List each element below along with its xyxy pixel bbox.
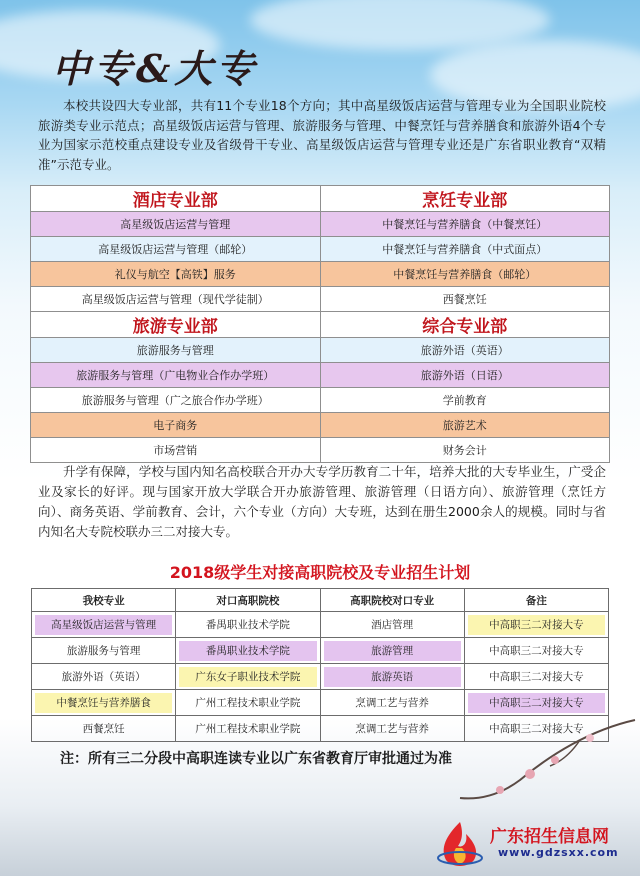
plan-cell: 中高职三二对接大专	[489, 644, 584, 657]
plan-cell: 酒店管理	[371, 618, 414, 631]
dept-item: 中餐烹饪与营养膳食（邮轮）	[320, 262, 610, 287]
plan-cell: 烹调工艺与营养	[355, 722, 429, 735]
logo-url: www.gdzsxx.com	[498, 846, 619, 859]
dept-item: 市场营销	[31, 438, 321, 463]
plan-header: 我校专业	[32, 589, 176, 612]
dept-item: 电子商务	[31, 413, 321, 438]
dept-item: 旅游艺术	[320, 413, 610, 438]
dept-item: 旅游外语（日语）	[320, 363, 610, 388]
plan-cell: 中高职三二对接大专	[468, 615, 605, 635]
plan-cell: 高星级饭店运营与管理	[35, 615, 172, 635]
site-logo[interactable]	[432, 818, 622, 868]
dept-item: 高星级饭店运营与管理（邮轮）	[31, 237, 321, 262]
dept-item: 学前教育	[320, 388, 610, 413]
dept-item: 旅游服务与管理（广之旅合作办学班）	[31, 388, 321, 413]
dept-item: 财务会计	[320, 438, 610, 463]
logo-name: 广东招生信息网	[490, 827, 609, 847]
dept-item: 中餐烹饪与营养膳食（中式面点）	[320, 237, 610, 262]
plan-cell: 中高职三二对接大专	[489, 722, 584, 735]
admission-paragraph: 升学有保障，学校与国内知名高校联合开办大专学历教育二十年，培养大批的大专毕业生，广受企业及家长的好评。现与国家开放大学联合开办旅游管理、旅游管理（日语方向）、旅游管理（烹饪方向）、商务英语、学前教育、会计，六个专业（方向）大专班，达到在册生2000余人的规模。同时与省内知名大专院校联办三二对接大专。	[38, 464, 606, 539]
dept-title-general: 综合专业部	[320, 312, 610, 338]
intro-paragraph: 本校共设四大专业部，共有11个专业18个方向；其中高星级饭店运营与管理专业为全国职业院校旅游类专业示范点；高星级饭店运营与管理、旅游服务与管理、中餐烹饪与营养膳食和旅游外语4个专业为国家示范校重点建设专业及省级骨干专业、高星级饭店运营与管理专业还是广东省职业教育“双精准”示范专业。	[38, 98, 606, 172]
table-row	[32, 664, 609, 690]
dept-item: 西餐烹饪	[320, 287, 610, 312]
dept-item: 礼仪与航空【高铁】服务	[31, 262, 321, 287]
plan-header: 备注	[464, 589, 608, 612]
plan-cell: 中高职三二对接大专	[489, 670, 584, 683]
dept-item: 高星级饭店运营与管理	[31, 212, 321, 237]
plan-title: 2018级学生对接高职院校及专业招生计划	[169, 563, 471, 582]
plum-branch-icon	[380, 700, 640, 820]
plan-cell: 广州工程技术职业学院	[195, 696, 301, 709]
flame-logo-icon	[432, 818, 488, 868]
page-title: 中专&大专	[52, 46, 259, 91]
dept-item: 高星级饭店运营与管理（现代学徒制）	[31, 287, 321, 312]
plan-cell: 中餐烹饪与营养膳食	[35, 693, 172, 713]
dept-item: 旅游服务与管理（广电物业合作办学班）	[31, 363, 321, 388]
departments-table	[30, 185, 610, 463]
dept-item: 旅游服务与管理	[31, 338, 321, 363]
plan-cell: 旅游英语	[324, 667, 461, 687]
plan-cell: 旅游管理	[324, 641, 461, 661]
plan-cell: 中高职三二对接大专	[468, 693, 605, 713]
dept-title-tourism: 旅游专业部	[31, 312, 321, 338]
plan-cell: 烹调工艺与营养	[355, 696, 429, 709]
table-row	[32, 612, 609, 638]
table-row	[32, 638, 609, 664]
dept-item: 中餐烹饪与营养膳食（中餐烹饪）	[320, 212, 610, 237]
dept-item: 旅游外语（英语）	[320, 338, 610, 363]
footnote: 注：所有三二分段中高职连读专业以广东省教育厅审批通过为准	[60, 751, 452, 767]
plan-header: 对口高职院校	[176, 589, 320, 612]
plan-cell: 旅游服务与管理	[66, 644, 141, 657]
plan-cell: 番禺职业技术学院	[179, 641, 316, 661]
plan-cell: 旅游外语（英语）	[61, 670, 146, 683]
dept-title-cooking: 烹饪专业部	[320, 186, 610, 212]
plan-cell: 广东女子职业技术学院	[179, 667, 316, 687]
dept-title-hotel: 酒店专业部	[31, 186, 321, 212]
plan-cell: 番禺职业技术学院	[205, 618, 290, 631]
plan-header: 高职院校对口专业	[320, 589, 464, 612]
plan-cell: 广州工程技术职业学院	[195, 722, 301, 735]
plan-cell: 西餐烹饪	[82, 722, 125, 735]
